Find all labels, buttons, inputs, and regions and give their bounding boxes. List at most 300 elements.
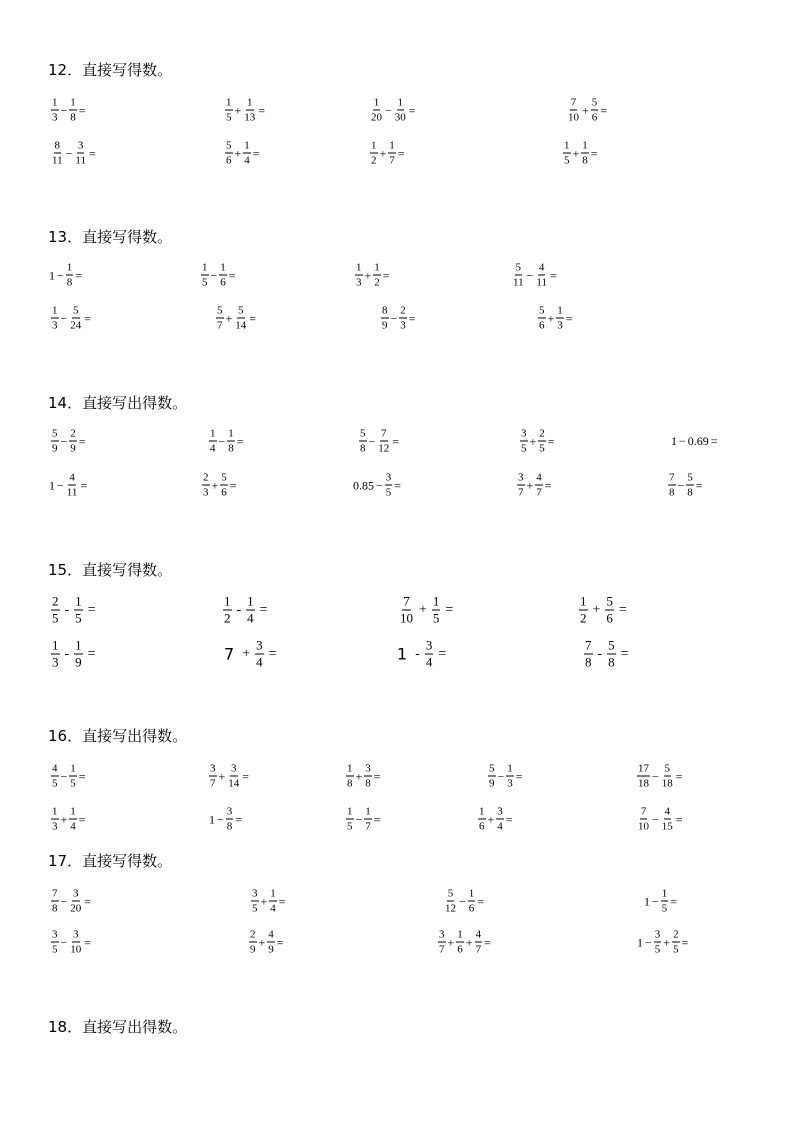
section-heading: 18．直接写出得数。 — [48, 1018, 188, 1036]
operator: − — [57, 478, 64, 492]
operator: = — [78, 434, 86, 448]
operator: = — [505, 812, 513, 826]
section-heading: 14．直接写出得数。 — [48, 394, 188, 412]
section-heading: 13．直接写得数。 — [48, 228, 173, 246]
denominator: 6 — [539, 319, 545, 332]
math-problem — [50, 97, 87, 124]
fraction — [51, 639, 60, 670]
numerator: 3 — [654, 928, 661, 941]
operator: = — [84, 935, 92, 949]
number: 1 — [49, 268, 55, 282]
operator: + — [260, 894, 268, 908]
operator: + — [526, 478, 534, 492]
numerator: 5 — [226, 139, 232, 152]
operator: + — [582, 103, 589, 117]
numerator: 1 — [270, 887, 276, 900]
fraction — [399, 305, 407, 332]
fraction — [370, 97, 383, 124]
denominator: 12 — [445, 902, 456, 915]
math-problem — [516, 472, 553, 499]
numerator: 1 — [202, 261, 208, 274]
operator: − — [60, 103, 68, 117]
math-problem — [224, 140, 261, 167]
operator: = — [87, 602, 96, 617]
numerator: 1 — [389, 139, 395, 152]
denominator: 8 — [347, 777, 353, 790]
fraction — [243, 97, 256, 124]
numerator: 1 — [564, 139, 570, 152]
numerator: 4 — [69, 471, 75, 484]
math-problem — [50, 806, 87, 833]
math-problem — [50, 929, 92, 956]
denominator: 2 — [374, 276, 380, 289]
operator: = — [228, 268, 236, 282]
numerator: 8 — [54, 139, 61, 152]
whole-number: 7 — [224, 644, 235, 663]
operator: = — [408, 311, 416, 325]
numerator: 1 — [347, 762, 353, 775]
math-problem — [48, 262, 83, 289]
denominator: 7 — [389, 154, 395, 167]
numerator: 3 — [385, 471, 392, 484]
denominator: 11 — [75, 154, 86, 167]
fraction — [223, 595, 232, 626]
number: 1 — [671, 434, 677, 448]
numerator: 1 — [220, 261, 226, 274]
denominator: 5 — [661, 902, 668, 915]
operator: = — [84, 311, 92, 325]
denominator: 3 — [203, 486, 209, 499]
number: 0.85 — [353, 478, 374, 492]
operator: − — [60, 434, 68, 448]
fraction — [605, 595, 614, 626]
numerator: 3 — [252, 887, 258, 900]
operator: = — [565, 311, 573, 325]
fraction — [219, 262, 227, 289]
denominator: 6 — [606, 610, 613, 626]
fraction — [69, 428, 77, 455]
fraction — [364, 763, 372, 790]
fraction — [556, 305, 564, 332]
denominator: 5 — [52, 777, 58, 790]
fraction — [243, 140, 251, 167]
numerator: 3 — [210, 762, 216, 775]
math-problem — [369, 140, 406, 167]
numerator: 1 — [70, 96, 76, 109]
numerator: 2 — [203, 471, 209, 484]
operator: = — [675, 812, 683, 826]
fraction — [251, 888, 259, 915]
denominator: 6 — [221, 486, 227, 499]
denominator: 5 — [252, 902, 258, 915]
numerator: 7 — [640, 805, 647, 818]
numerator: 7 — [381, 427, 387, 440]
denominator: 5 — [521, 442, 527, 455]
fraction — [370, 140, 378, 167]
numerator: 3 — [73, 887, 79, 900]
numerator: 4 — [538, 261, 545, 274]
denominator: 9 — [268, 943, 274, 956]
operator: − — [497, 769, 505, 783]
operator: = — [78, 103, 86, 117]
math-problem — [224, 97, 266, 124]
denominator: 8 — [608, 654, 615, 670]
math-problem — [345, 763, 382, 790]
denominator: 6 — [226, 154, 232, 167]
denominator: 24 — [70, 319, 82, 332]
denominator: 5 — [654, 943, 661, 956]
operator: − — [459, 894, 466, 908]
numerator: 1 — [75, 637, 82, 653]
operator: = — [681, 935, 689, 949]
math-problem — [50, 763, 87, 790]
numerator: 1 — [226, 96, 232, 109]
denominator: 4 — [244, 154, 250, 167]
fraction — [74, 140, 87, 167]
math-problem — [583, 639, 633, 670]
fraction — [269, 888, 277, 915]
numerator: 1 — [432, 593, 440, 609]
operator: − — [57, 268, 64, 282]
fraction — [346, 763, 354, 790]
fraction — [591, 97, 599, 124]
denominator: 6 — [468, 902, 475, 915]
denominator: 5 — [226, 111, 232, 124]
fraction — [399, 595, 414, 626]
fraction — [478, 806, 486, 833]
math-problem — [636, 806, 684, 833]
denominator: 3 — [52, 820, 58, 833]
operator: + — [572, 146, 580, 160]
operator: + — [234, 103, 242, 117]
section-heading: 17．直接写得数。 — [48, 852, 173, 870]
fraction — [255, 639, 264, 670]
numerator: 2 — [400, 304, 406, 317]
denominator: 10 — [400, 610, 413, 626]
numerator: 3 — [425, 637, 433, 653]
fraction — [216, 305, 224, 332]
fraction — [209, 763, 217, 790]
math-problem — [393, 639, 450, 670]
denominator: 4 — [497, 820, 503, 833]
fraction — [444, 888, 457, 915]
operator: + — [225, 311, 233, 325]
numerator: 1 — [468, 887, 475, 900]
math-problem — [643, 888, 678, 915]
operator: + — [364, 268, 372, 282]
numerator: 17 — [638, 762, 649, 775]
denominator: 11 — [513, 276, 524, 289]
math-problem — [50, 888, 92, 915]
denominator: 4 — [70, 820, 76, 833]
math-problem — [519, 428, 556, 455]
fraction — [249, 929, 257, 956]
operator: = — [600, 103, 608, 117]
section-heading: 12．直接写得数。 — [48, 61, 173, 79]
denominator: 9 — [75, 654, 82, 670]
denominator: 3 — [507, 777, 513, 790]
denominator: 3 — [52, 654, 59, 670]
numerator: 3 — [231, 762, 237, 775]
operator: + — [242, 646, 251, 661]
numerator: 2 — [673, 928, 679, 941]
fraction — [346, 806, 354, 833]
operator: − — [652, 812, 659, 826]
operator: = — [78, 769, 86, 783]
denominator: 5 — [564, 154, 570, 167]
operator: = — [229, 478, 237, 492]
numerator: 3 — [518, 471, 524, 484]
numerator: 1 — [70, 762, 76, 775]
numerator: 4 — [268, 928, 274, 941]
denominator: 9 — [382, 319, 388, 332]
denominator: 7 — [518, 486, 524, 499]
denominator: 5 — [673, 943, 679, 956]
operator: + — [419, 602, 427, 617]
numerator: 1 — [228, 427, 234, 440]
denominator: 18 — [661, 777, 673, 790]
math-problem — [511, 262, 558, 289]
math-problem — [562, 140, 599, 167]
math-problem — [352, 472, 402, 499]
numerator: 5 — [52, 427, 58, 440]
denominator: 11 — [66, 486, 78, 499]
math-problem — [537, 305, 574, 332]
math-problem — [566, 97, 608, 124]
denominator: 15 — [661, 820, 673, 833]
math-problem — [50, 428, 87, 455]
fraction — [563, 140, 571, 167]
numerator: 1 — [52, 637, 59, 653]
math-problem — [636, 929, 689, 956]
denominator: 8 — [66, 276, 73, 289]
numerator: 5 — [664, 762, 671, 775]
operator: − — [368, 434, 376, 448]
operator: + — [592, 602, 601, 617]
denominator: 20 — [371, 111, 382, 124]
fraction — [364, 806, 372, 833]
numerator: 5 — [687, 471, 693, 484]
denominator: 8 — [687, 486, 693, 499]
numerator: 3 — [73, 928, 79, 941]
operator: = — [259, 602, 268, 617]
operator: + — [663, 935, 671, 949]
denominator: 6 — [591, 111, 598, 124]
denominator: 12 — [378, 442, 390, 455]
numerator: 7 — [52, 887, 58, 900]
fraction — [69, 97, 77, 124]
math-problem — [50, 639, 100, 670]
denominator: 2 — [580, 610, 587, 626]
denominator: 2 — [224, 610, 231, 626]
fraction — [234, 305, 247, 332]
operator: + — [547, 311, 555, 325]
fraction — [661, 888, 669, 915]
numerator: 5 — [539, 304, 545, 317]
numerator: 1 — [75, 593, 82, 609]
operator: − — [60, 311, 68, 325]
denominator: 30 — [394, 111, 406, 124]
fraction — [607, 639, 616, 670]
numerator: 4 — [536, 471, 542, 484]
section-heading: 15．直接写得数。 — [48, 561, 173, 579]
operator: − — [679, 434, 686, 448]
fraction — [535, 262, 548, 289]
math-problem — [354, 262, 391, 289]
fraction — [654, 929, 662, 956]
denominator: 9 — [70, 442, 76, 455]
fraction — [512, 262, 525, 289]
fraction — [202, 472, 210, 499]
fraction — [51, 806, 59, 833]
denominator: 8 — [582, 154, 588, 167]
math-problem — [50, 140, 97, 167]
denominator: 9 — [52, 442, 58, 455]
denominator: 9 — [250, 943, 256, 956]
operator: = — [675, 769, 683, 783]
number: 1 — [209, 812, 215, 826]
operator: − — [385, 103, 392, 117]
operator: = — [278, 894, 286, 908]
denominator: 10 — [70, 943, 82, 956]
fraction — [488, 763, 496, 790]
numerator: 1 — [373, 96, 380, 109]
fraction — [227, 428, 235, 455]
denominator: 10 — [568, 111, 579, 124]
operator: = — [252, 146, 260, 160]
math-problem — [201, 472, 238, 499]
fraction — [51, 97, 59, 124]
fraction — [672, 929, 680, 956]
denominator: 8 — [70, 111, 76, 124]
math-problem — [222, 595, 272, 626]
denominator: 3 — [356, 276, 362, 289]
numerator: 1 — [507, 762, 513, 775]
numerator: 1 — [224, 593, 231, 609]
fraction — [66, 472, 79, 499]
operator: = — [695, 478, 703, 492]
operator: − — [218, 434, 226, 448]
denominator: 20 — [70, 902, 82, 915]
numerator: 2 — [52, 593, 59, 609]
operator: - — [597, 646, 603, 661]
operator: - — [64, 646, 70, 661]
numerator: 3 — [226, 805, 233, 818]
fraction — [359, 428, 367, 455]
fraction — [209, 428, 217, 455]
denominator: 8 — [226, 820, 233, 833]
fraction — [584, 639, 593, 670]
denominator: 4 — [425, 654, 433, 670]
numerator: 1 — [210, 427, 216, 440]
operator: = — [382, 268, 390, 282]
numerator: 3 — [439, 928, 445, 941]
denominator: 8 — [585, 654, 592, 670]
fraction — [201, 262, 209, 289]
math-problem — [380, 305, 417, 332]
numerator: 5 — [238, 304, 244, 317]
numerator: 4 — [52, 762, 58, 775]
fraction — [425, 639, 434, 670]
operator: + — [355, 769, 363, 783]
numerator: 3 — [52, 928, 58, 941]
fraction — [567, 97, 580, 124]
fraction — [51, 595, 60, 626]
numerator: 7 — [669, 471, 675, 484]
operator: + — [447, 935, 455, 949]
fraction — [438, 929, 446, 956]
numerator: 1 — [247, 593, 254, 609]
numerator: 1 — [365, 805, 371, 818]
math-problem — [50, 305, 92, 332]
fraction — [69, 763, 77, 790]
math-problem — [369, 97, 417, 124]
numerator: 2 — [250, 928, 256, 941]
fraction — [74, 639, 83, 670]
math-problem — [398, 595, 457, 626]
numerator: 1 — [661, 887, 668, 900]
operator: + — [258, 935, 266, 949]
numerator: 1 — [52, 96, 58, 109]
denominator: 6 — [479, 820, 485, 833]
denominator: 13 — [244, 111, 256, 124]
denominator: 5 — [75, 610, 82, 626]
operator: = — [88, 146, 96, 160]
math-problem — [200, 262, 237, 289]
numerator: 3 — [365, 762, 371, 775]
denominator: 10 — [638, 820, 649, 833]
fraction — [69, 806, 77, 833]
denominator: 4 — [247, 610, 254, 626]
numerator: 5 — [608, 637, 615, 653]
math-problem — [670, 435, 719, 447]
operator: = — [394, 478, 402, 492]
fraction — [475, 929, 483, 956]
fraction — [377, 428, 390, 455]
operator: − — [65, 146, 73, 160]
numerator: 3 — [521, 427, 527, 440]
denominator: 7 — [475, 943, 482, 956]
math-problem — [443, 888, 485, 915]
fraction — [432, 595, 441, 626]
operator: = — [438, 646, 447, 661]
math-problem — [345, 806, 382, 833]
fraction — [661, 806, 674, 833]
denominator: 5 — [539, 442, 545, 455]
fraction — [225, 97, 233, 124]
denominator: 5 — [347, 820, 353, 833]
numerator: 4 — [664, 805, 671, 818]
denominator: 7 — [365, 820, 371, 833]
operator: − — [60, 935, 68, 949]
operator: − — [526, 268, 534, 282]
fraction — [69, 888, 82, 915]
math-problem — [578, 595, 631, 626]
fraction — [517, 472, 525, 499]
numerator: 7 — [585, 637, 592, 653]
number: 0.69 — [687, 434, 709, 448]
numerator: 1 — [347, 805, 353, 818]
numerator: 3 — [497, 805, 503, 818]
fraction — [267, 929, 275, 956]
operator: − — [652, 769, 659, 783]
numerator: 5 — [221, 471, 227, 484]
fraction — [373, 262, 381, 289]
operator: = — [710, 434, 718, 448]
operator: − — [60, 894, 68, 908]
numerator: 1 — [557, 304, 563, 317]
numerator: 3 — [256, 637, 263, 653]
